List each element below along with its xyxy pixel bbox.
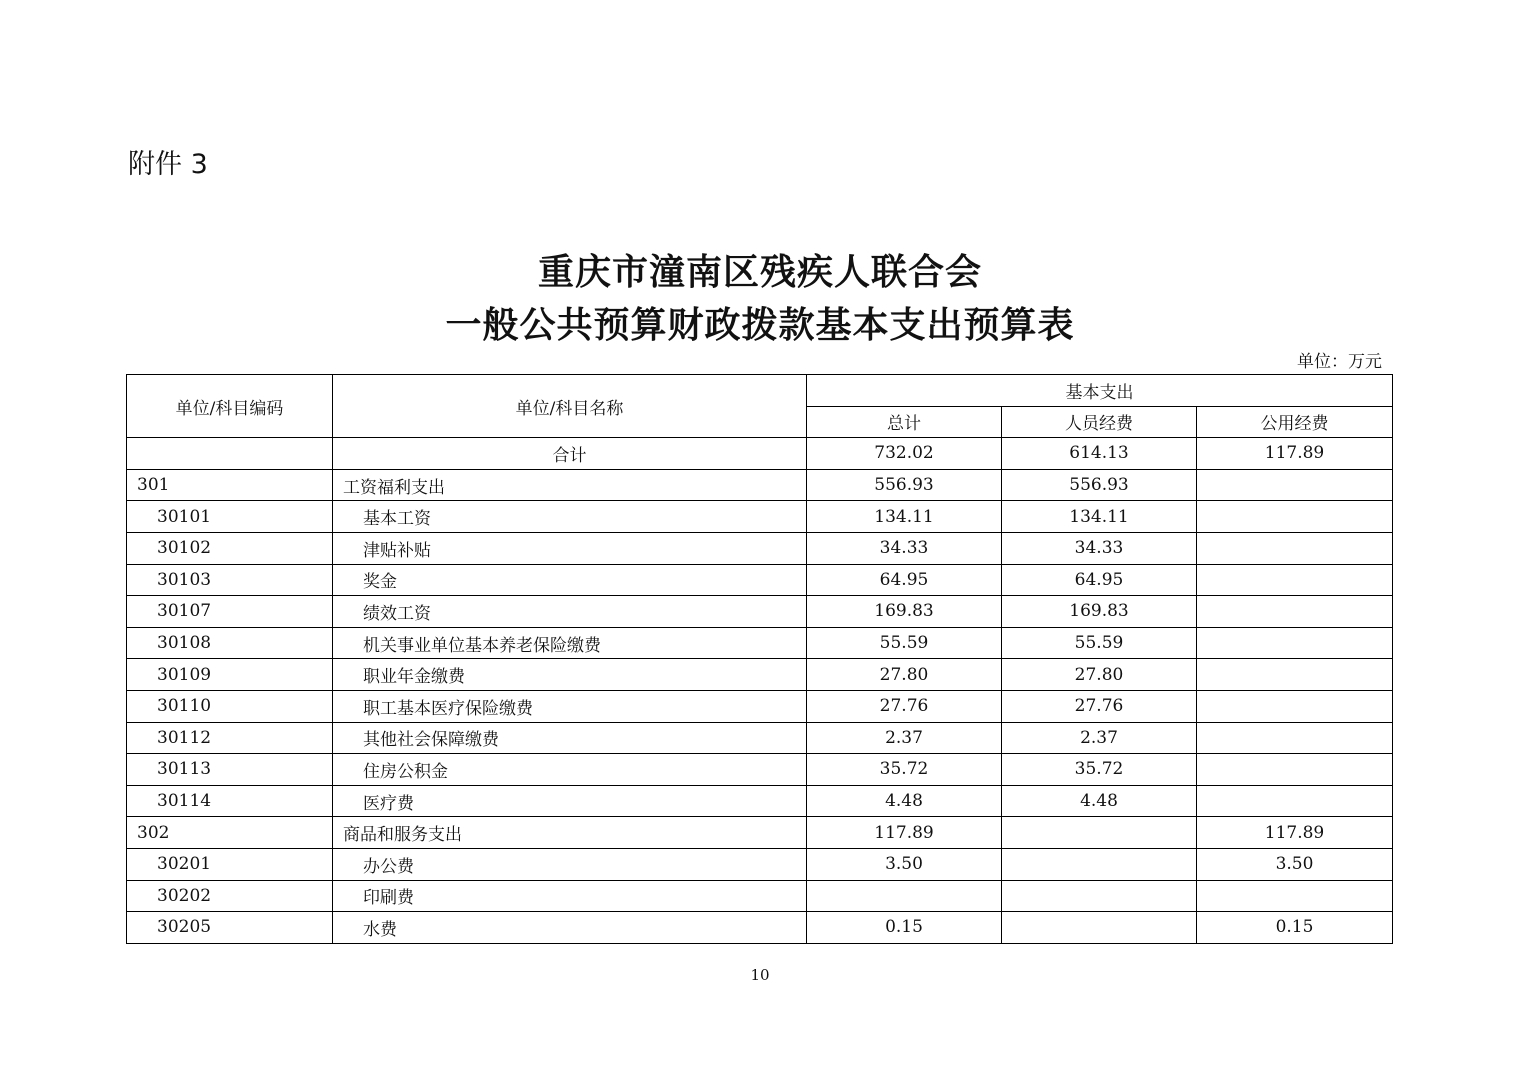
row-name: 职业年金缴费 — [333, 659, 807, 691]
budget-table — [126, 374, 1393, 944]
row-total: 35.72 — [807, 754, 1002, 786]
row-public — [1197, 690, 1393, 722]
row-public — [1197, 627, 1393, 659]
table-row — [127, 817, 1393, 849]
row-name: 印刷费 — [333, 880, 807, 912]
header-name: 单位/科目名称 — [333, 375, 807, 438]
row-total: 134.11 — [807, 501, 1002, 533]
row-total: 117.89 — [807, 817, 1002, 849]
row-code: 30109 — [127, 659, 333, 691]
row-public — [1197, 880, 1393, 912]
row-code: 302 — [127, 817, 333, 849]
row-public — [1197, 564, 1393, 596]
row-total: 27.80 — [807, 659, 1002, 691]
row-public — [1197, 501, 1393, 533]
table-row — [127, 722, 1393, 754]
row-public: 0.15 — [1197, 912, 1393, 944]
row-public — [1197, 785, 1393, 817]
row-personnel: 556.93 — [1002, 469, 1197, 501]
table-row — [127, 659, 1393, 691]
row-total: 34.33 — [807, 532, 1002, 564]
row-personnel: 27.76 — [1002, 690, 1197, 722]
row-public: 117.89 — [1197, 817, 1393, 849]
row-personnel — [1002, 880, 1197, 912]
row-personnel — [1002, 848, 1197, 880]
row-code: 30101 — [127, 501, 333, 533]
row-code: 30102 — [127, 532, 333, 564]
row-total: 556.93 — [807, 469, 1002, 501]
row-public — [1197, 659, 1393, 691]
row-personnel: 169.83 — [1002, 596, 1197, 628]
row-code: 30202 — [127, 880, 333, 912]
header-code: 单位/科目编码 — [127, 375, 333, 438]
table-row — [127, 501, 1393, 533]
total-row-code — [127, 438, 333, 470]
row-total: 3.50 — [807, 848, 1002, 880]
row-personnel: 4.48 — [1002, 785, 1197, 817]
row-public — [1197, 469, 1393, 501]
table-row — [127, 785, 1393, 817]
header-total: 总计 — [807, 406, 1002, 438]
total-row — [127, 438, 1393, 470]
table-row — [127, 912, 1393, 944]
unit-label: 单位：万元 — [1297, 352, 1382, 372]
table-row — [127, 596, 1393, 628]
row-total: 55.59 — [807, 627, 1002, 659]
table-row — [127, 880, 1393, 912]
total-row-total: 732.02 — [807, 438, 1002, 470]
row-name: 办公费 — [333, 848, 807, 880]
row-name: 职工基本医疗保险缴费 — [333, 690, 807, 722]
row-name: 工资福利支出 — [333, 469, 807, 501]
row-name: 绩效工资 — [333, 596, 807, 628]
row-code: 30110 — [127, 690, 333, 722]
row-public: 3.50 — [1197, 848, 1393, 880]
row-name: 医疗费 — [333, 785, 807, 817]
page-number: 10 — [750, 966, 770, 984]
row-code: 30114 — [127, 785, 333, 817]
row-name: 机关事业单位基本养老保险缴费 — [333, 627, 807, 659]
row-personnel — [1002, 817, 1197, 849]
row-personnel: 134.11 — [1002, 501, 1197, 533]
row-public — [1197, 722, 1393, 754]
total-row-label: 合计 — [333, 438, 807, 470]
table-row — [127, 627, 1393, 659]
table-row — [127, 469, 1393, 501]
row-name: 基本工资 — [333, 501, 807, 533]
row-personnel: 64.95 — [1002, 564, 1197, 596]
row-code: 30108 — [127, 627, 333, 659]
row-total: 27.76 — [807, 690, 1002, 722]
header-personnel: 人员经费 — [1002, 406, 1197, 438]
table-row — [127, 754, 1393, 786]
total-row-personnel: 614.13 — [1002, 438, 1197, 470]
row-personnel: 55.59 — [1002, 627, 1197, 659]
header-public: 公用经费 — [1197, 406, 1393, 438]
row-public — [1197, 532, 1393, 564]
row-total — [807, 880, 1002, 912]
row-total: 4.48 — [807, 785, 1002, 817]
total-row-public: 117.89 — [1197, 438, 1393, 470]
title-line-1: 重庆市潼南区残疾人联合会 — [537, 251, 982, 293]
row-name: 住房公积金 — [333, 754, 807, 786]
row-total: 64.95 — [807, 564, 1002, 596]
row-code: 30107 — [127, 596, 333, 628]
row-code: 30205 — [127, 912, 333, 944]
row-code: 30201 — [127, 848, 333, 880]
row-personnel: 2.37 — [1002, 722, 1197, 754]
row-total: 0.15 — [807, 912, 1002, 944]
table-row — [127, 564, 1393, 596]
row-personnel: 34.33 — [1002, 532, 1197, 564]
row-personnel: 27.80 — [1002, 659, 1197, 691]
header-group: 基本支出 — [807, 375, 1393, 407]
row-code: 30103 — [127, 564, 333, 596]
row-personnel — [1002, 912, 1197, 944]
row-code: 30112 — [127, 722, 333, 754]
table-row — [127, 532, 1393, 564]
row-code: 30113 — [127, 754, 333, 786]
row-total: 169.83 — [807, 596, 1002, 628]
row-name: 奖金 — [333, 564, 807, 596]
row-total: 2.37 — [807, 722, 1002, 754]
table-row — [127, 848, 1393, 880]
row-public — [1197, 596, 1393, 628]
row-public — [1197, 754, 1393, 786]
row-name: 水费 — [333, 912, 807, 944]
table-row — [127, 690, 1393, 722]
title-line-2: 一般公共预算财政拨款基本支出预算表 — [445, 304, 1075, 346]
row-code: 301 — [127, 469, 333, 501]
row-name: 商品和服务支出 — [333, 817, 807, 849]
row-name: 津贴补贴 — [333, 532, 807, 564]
row-name: 其他社会保障缴费 — [333, 722, 807, 754]
row-personnel: 35.72 — [1002, 754, 1197, 786]
attachment-label: 附件 3 — [128, 149, 208, 180]
